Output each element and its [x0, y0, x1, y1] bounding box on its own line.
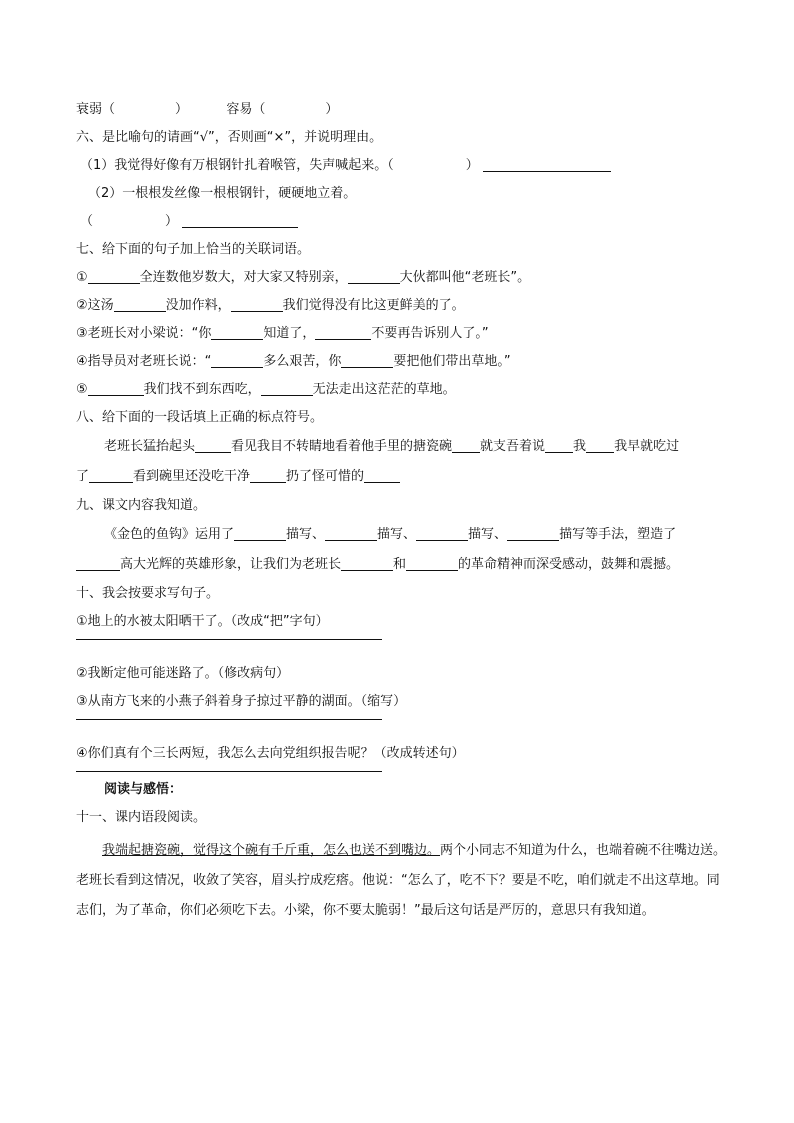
s9-line-1: 《金色的鱼钩》运用了 描写、 描写、 描写、 描写等手法，塑造了 [104, 527, 677, 542]
s6-question-1: （1）我觉得好像有万根钢针扎着喉管，失声喊起来。（ ） [76, 152, 754, 180]
section-11-title: 十一、课内语段阅读。 [76, 810, 207, 825]
s9-line-2: 高大光辉的英雄形象，让我们为老班长 和 的革命精神而深受感动，鼓舞和震撼。 [76, 550, 754, 580]
blank[interactable] [315, 324, 371, 340]
s10-question-1: ①地上的水被太阳晒干了。（改成“把”字句） [76, 614, 329, 629]
s6-q1-answer-blank[interactable] [483, 156, 611, 172]
blank[interactable] [88, 380, 144, 396]
blank[interactable] [586, 437, 614, 453]
blank[interactable] [234, 525, 286, 541]
s6-q2-answer-blank[interactable] [182, 212, 298, 228]
section-7-title: 七、给下面的句子加上恰当的关联词语。 [76, 242, 311, 257]
antonym-line: 衰弱（ ） 容易（ ） [76, 102, 339, 117]
blank[interactable] [195, 437, 231, 453]
blank[interactable] [348, 268, 400, 284]
blank[interactable] [341, 555, 393, 571]
s10-question-3: ③从南方飞来的小燕子斜着身子掠过平静的湖面。（缩写） [76, 694, 407, 709]
s6-q2-answer: （ ） [76, 208, 754, 236]
blank[interactable] [341, 352, 393, 368]
section-6-title: 六、是比喻句的请画“√”，否则画“×”，并说明理由。 [76, 130, 383, 145]
s7-item-2: ②这汤 没加作料， 我们觉得没有比这更鲜美的了。 [76, 298, 465, 313]
s10-question-2: ②我断定他可能迷路了。（修改病句） [76, 666, 290, 681]
blank[interactable] [76, 555, 120, 571]
blank[interactable] [545, 437, 573, 453]
s7-item-4: ④指导员对老班长说：“ 多么艰苦，你 要把他们带出草地。” [76, 354, 511, 369]
blank[interactable] [452, 437, 480, 453]
blank[interactable] [325, 525, 377, 541]
blank[interactable] [114, 296, 166, 312]
s7-item-3: ③老班长对小梁说：“你 知道了， 不要再告诉别人了。” [76, 326, 489, 341]
blank[interactable] [406, 555, 458, 571]
word-weak: 衰弱（ [76, 102, 116, 117]
blank[interactable] [88, 268, 140, 284]
blank[interactable] [507, 525, 559, 541]
section-10-title: 十、我会按要求写句子。 [76, 586, 220, 601]
blank[interactable] [211, 324, 263, 340]
s6-question-2: （2）一根根发丝像一根根钢针，硬硬地立着。 [88, 186, 357, 201]
blank[interactable] [261, 380, 313, 396]
passage-rest: 两个小同志不知道为什么，也端着碗不往嘴边送。老班长看到这情况，收敛了笑容，眉头拧成疙瘩。他说：“怎么了，吃不下？要是不吃，咱们就走不出这草地。同志们，为了革命，你们必须吃下去。小梁，你不要太脆弱！”最后这句话是严厉的，意思只有我知道。 [76, 843, 727, 918]
blank[interactable] [89, 467, 133, 483]
blank[interactable] [416, 525, 468, 541]
blank[interactable] [211, 352, 263, 368]
underlined-sentence: 我端起搪瓷碗，觉得这个碗有千斤重，怎么也送不到嘴边。 [102, 843, 441, 858]
section-9-title: 九、课文内容我知道。 [76, 498, 207, 513]
s8-line-1: 老班长猛抬起头 看见我目不转睛地看着他手里的搪瓷碗 就支吾着说 我 我早就吃过 [104, 439, 680, 454]
blank[interactable] [364, 467, 400, 483]
section-8-title: 八、给下面的一段话填上正确的标点符号。 [76, 410, 324, 425]
s10-q4-answer-line[interactable] [76, 770, 382, 772]
reading-subtitle: 阅读与感悟： [104, 782, 183, 797]
reading-passage [76, 836, 732, 926]
s7-item-5: ⑤ 我们找不到东西吃， 无法走出这茫茫的草地。 [76, 382, 456, 397]
s10-q3-answer-line[interactable] [76, 718, 382, 720]
s8-line-2: 了 看到碗里还没吃干净 扔了怪可惜的 [76, 462, 754, 492]
s7-item-1: ① 全连数他岁数大，对大家又特别亲， 大伙都叫他“老班长”。 [76, 270, 531, 285]
s10-question-4: ④你们真有个三长两短，我怎么去向党组织报告呢？（改成转述句） [76, 746, 465, 761]
word-easy: 容易（ [226, 102, 266, 117]
blank[interactable] [231, 296, 283, 312]
s10-q1-answer-line[interactable] [76, 638, 382, 640]
blank[interactable] [250, 467, 286, 483]
